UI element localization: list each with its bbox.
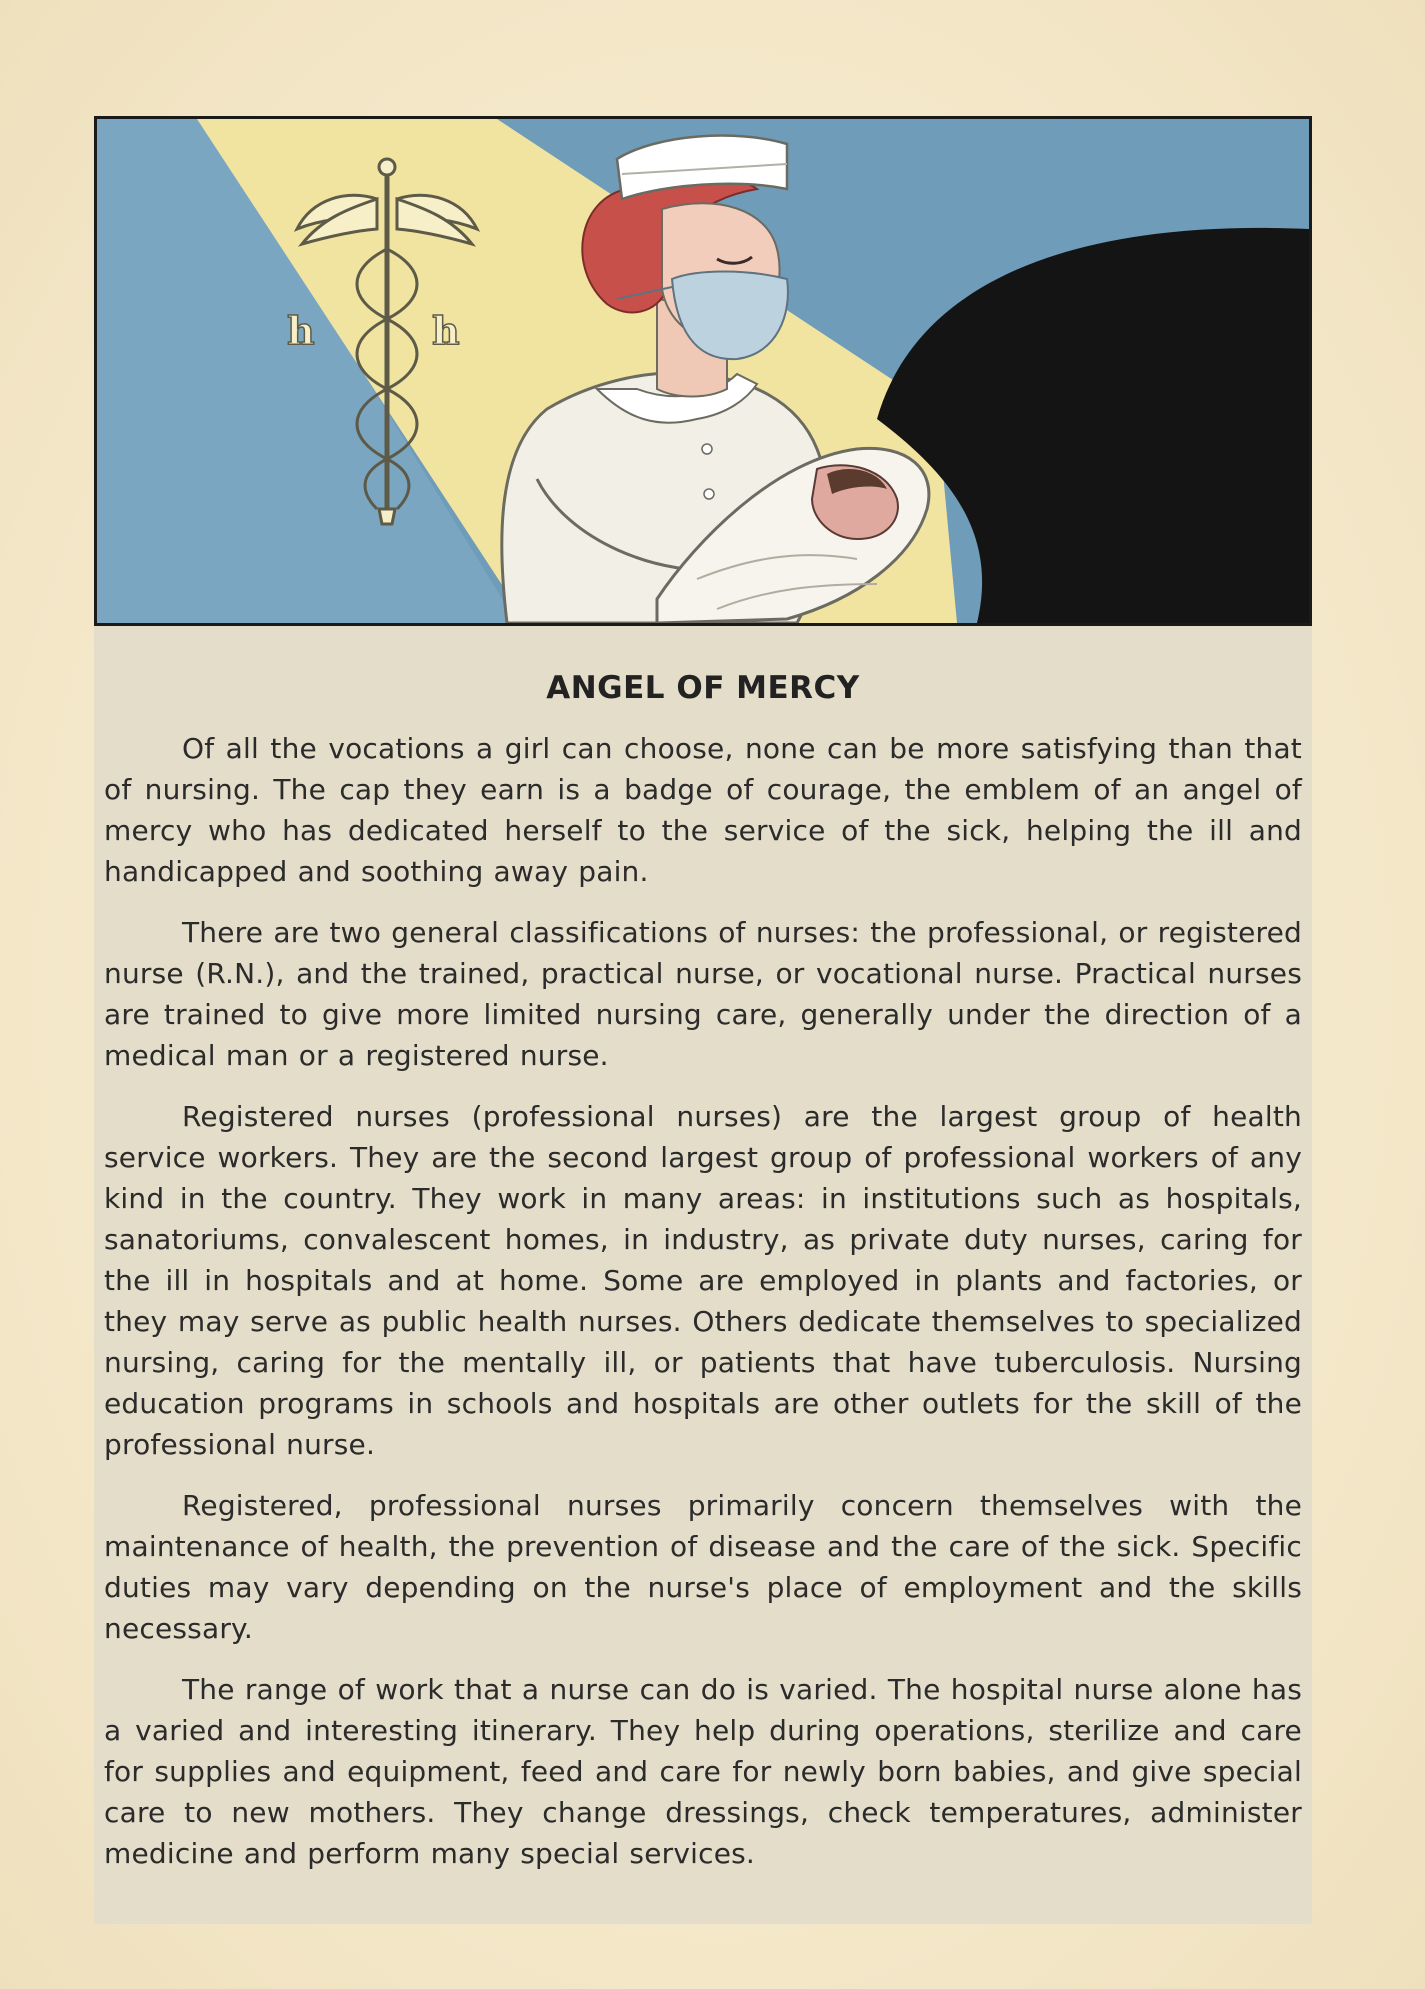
article-paragraph: Registered nurses (professional nurses) are the largest group of health service workers. They are the second largest group of professional workers of any kind in the country. They work in many areas: in institutions such as hospitals, sanatoriums, convalescent homes, in industry, as private duty nurses, caring for the ill in hospitals and at home. Some are employed in plants and factories, or they may serve as public health nurses. Others dedicate themselves to specialized nursing, caring for the mentally ill, or patients that have tuberculosis. Nursing education programs in schools and hospitals are other outlets for the skill of the professional nurse. xyxy=(104,1100,1302,1461)
emblem-letter-left: h xyxy=(287,308,315,353)
nurse-illustration xyxy=(97,119,1309,623)
illustration-panel xyxy=(94,116,1312,626)
article-paragraph: The range of work that a nurse can do is varied. The hospital nurse alone has a varied and interesting itinerary. They help during operations, sterilize and care for supplies and equipment, feed and care for newly born babies, and give special care to new mothers. They change dressings, check temperatures, administer medicine and perform many special services. xyxy=(104,1673,1302,1870)
article-title: ANGEL OF MERCY xyxy=(546,670,860,706)
article-paragraph: Registered, professional nurses primarily concern themselves with the maintenance of health, the prevention of disease and the care of the sick. Specific duties may vary depending on the nurse's place of employment and the skills necessary. xyxy=(104,1489,1302,1645)
emblem-letter-right: h xyxy=(432,308,460,353)
article-body xyxy=(94,626,1312,1924)
article-paragraph: Of all the vocations a girl can choose, none can be more satisfying than that of nursing. The cap they earn is a badge of courage, the emblem of an angel of mercy who has dedicated herself to the service of the sick, helping the ill and handicapped and soothing away pain. xyxy=(104,732,1302,888)
article-paragraph: There are two general classifications of nurses: the professional, or registered nurse (R.N.), and the trained, practical nurse, or vocational nurse. Practical nurses are trained to give more limited nursing care, generally under the direction of a medical man or a registered nurse. xyxy=(104,916,1302,1072)
